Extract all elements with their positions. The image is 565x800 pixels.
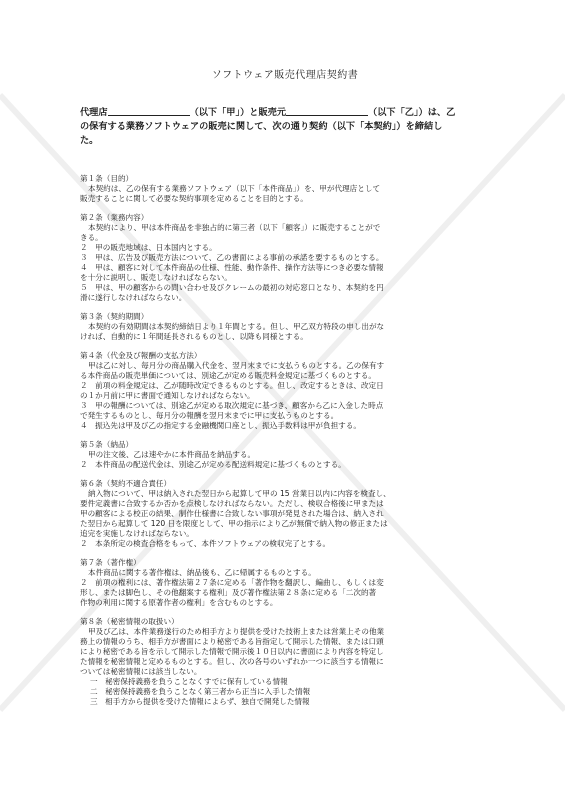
article-line: ２ 甲の販売地域は、日本国内とする。 (80, 243, 217, 252)
article-line: 本契約の有効期間は本契約締結日より１年間とする。但し、甲乙双方特段の申し出がな (88, 322, 385, 331)
document-title: ソフトウェア販売代理店契約書 (211, 70, 359, 81)
article-line: 要件定義書に合致するか否かを点検しなければならない。ただし、検収合格後に甲または (80, 499, 384, 508)
article-line: 三 相手方から提供を受けた情報によらず、独自で開発した情報 (90, 697, 310, 706)
article-heading: 第６条（契約不適合責任） (80, 479, 172, 488)
article-line: 追完を実施しなければならない。 (80, 529, 194, 538)
agent-label: 代理店 (80, 107, 108, 118)
article-line: ２ 本件商品の配送代金は、別途乙が定める配送料規定に基づくものとする。 (80, 460, 346, 469)
intro-line-3: た。 (80, 135, 99, 146)
article-line: 甲の顧客による校正の結果、制作仕様書に合致しない事項が発見された場合は、納入され (80, 509, 384, 518)
article-line: 甲及び乙は、本件業務遂行のため相手方より提供を受けた技術上または営業上その他業 (88, 627, 385, 636)
article-line: により秘密である旨を示して開示した情報で開示後１０日以内に書面により内容を特定し (80, 647, 384, 656)
seller-suffix: （以下「乙」）は、乙 (368, 107, 456, 118)
article-heading: 第８条（秘密情報の取扱い） (80, 617, 179, 626)
intro-line-1 (80, 105, 490, 120)
article-heading: 第４条（代金及び報酬の支払方法） (80, 351, 202, 360)
article-heading: 第３条（契約期間） (80, 312, 149, 321)
article-heading: 第５条（納品） (80, 440, 134, 449)
contract-document (80, 66, 490, 716)
article-5 (80, 440, 490, 470)
agent-blank-line (108, 105, 190, 116)
article-line: ２ 前項の料金規定は、乙が随時改定できるものとする。但し、改定するときは、改定日 (80, 381, 384, 390)
article-line: 形し、または脚色し、その他翻案する権利」及び著作権法第２８条に定める「二次的著 (80, 588, 377, 597)
article-line: た情報を秘密情報と定めるものとする。但し、次の各号のいずれか一つに該当する情報に (80, 657, 384, 666)
article-heading: 第７条（著作権） (80, 558, 141, 567)
article-line: ２ 前項の権利には、著作権法第２７条に定める「著作物を翻訳し、編曲し、もしくは変 (80, 578, 384, 587)
article-line: 二 秘密保持義務を負うことなく第三者から正当に入手した情報 (90, 687, 311, 696)
article-line: きる。 (80, 233, 103, 242)
article-line: 務上の情報のうち、相手方が書面により秘密である旨指定して開示した情報、または口頭 (80, 637, 384, 646)
article-1 (80, 174, 490, 204)
article-line: ５ 甲は、甲の顧客からの問い合わせ及びクレームの最初の対応窓口となり、本契約を円 (80, 283, 384, 292)
article-heading: 第１条（目的） (80, 174, 134, 183)
article-line: 本件商品に関する著作権は、納品後も、乙に帰属するものとする。 (88, 568, 316, 577)
article-line: ４ 甲は、顧客に対して本件商品の仕様、性能、動作条件、操作方法等につき必要な情報 (80, 263, 384, 272)
article-line: を十分に説明し、販売しなければならない。 (80, 273, 232, 282)
article-line: ついては秘密情報には該当しない。 (80, 667, 202, 676)
article-line: ３ 甲は、広告及び販売方法について、乙の書面による事前の承諾を要するものとする。 (80, 253, 384, 262)
intro-line-2: の保有する業務ソフトウェアの販売に関して、次の通り契約（以下「本契約」）を締結し (80, 121, 443, 132)
article-line: ２ 本条所定の検査合格をもって、本件ソフトウェアの検収完了とする。 (80, 539, 331, 548)
article-line: 作物の利用に関する原著作者の権利」を含むものとする。 (80, 598, 278, 607)
article-line: 納入物について、甲は納入された翌日から起算して甲の 15 営業日以内に内容を検査し、 (88, 489, 391, 498)
article-line: 本契約により、甲は本件商品を非独占的に第三者（以下「顧客」）に販売することがで (88, 223, 381, 232)
article-line: の１か月前に甲に書面で通知しなければならない。 (80, 391, 255, 400)
article-line: 甲の注文後、乙は速やかに本件商品を納品する。 (88, 450, 256, 459)
seller-blank-line (286, 105, 368, 116)
intro-paragraph (80, 105, 490, 148)
article-line: で発生するものとし、毎月分の報酬を翌月末までに甲に支払うものとする。 (80, 411, 339, 420)
article-line: 一 秘密保持義務を負うことなくすでに保有している情報 (90, 677, 288, 686)
article-line: 本契約は、乙の保有する業務ソフトウェア（以下「本件商品」）を、甲が代理店として (88, 184, 381, 193)
article-line: ４ 振込先は甲及び乙の指定する金融機関口座とし、振込手数料は甲が負担する。 (80, 421, 361, 430)
article-2 (80, 213, 490, 303)
article-8 (80, 617, 490, 707)
article-line: る本件商品の販売単価については、別途乙が定める販売料金規定に基づくものとする。 (80, 371, 376, 380)
article-4 (80, 351, 490, 431)
article-line: た翌日から起算して 120 日を限度として、甲の指示により乙が無償で納入物の修正または (80, 519, 388, 528)
article-7 (80, 558, 490, 608)
article-heading: 第２条（業務内容） (80, 213, 149, 222)
article-6 (80, 479, 490, 549)
seller-prefix: （以下「甲」）と販売元 (189, 107, 287, 118)
article-line: ３ 甲の報酬については、別途乙が定める取次規定に基づき、顧客から乙に入金した時点 (80, 401, 384, 410)
articles-container (80, 174, 490, 707)
article-line: 甲は乙に対し、毎月分の商品購入代金を、翌月末までに支払うものとする。乙の保有す (88, 361, 385, 370)
article-line: 滑に遂行しなければならない。 (80, 293, 187, 302)
article-3 (80, 312, 490, 342)
article-line: 販売することに関して必要な契約事項を定めることを目的とする。 (80, 194, 308, 203)
article-line: ければ、自動的に１年間延長されるものとし、以降も同様とする。 (80, 332, 308, 341)
